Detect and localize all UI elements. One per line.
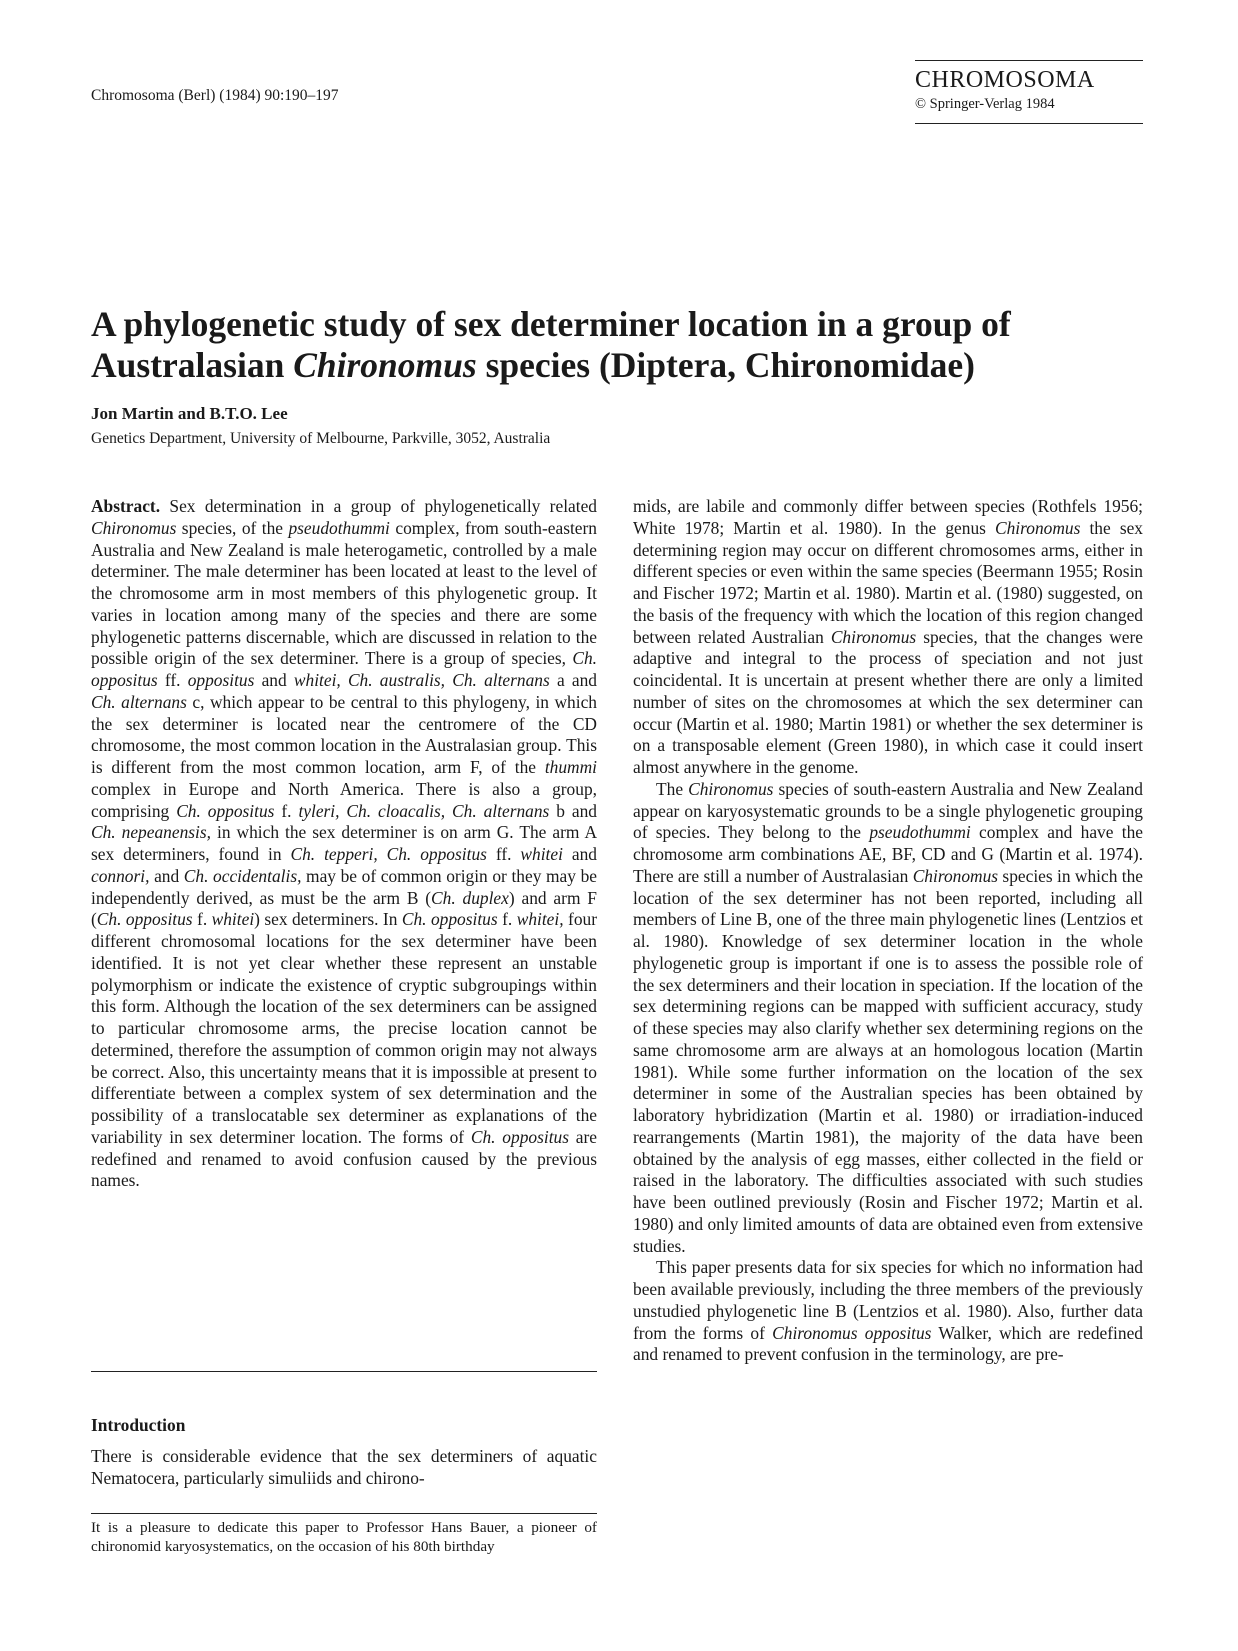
- introduction-opening: There is considerable evidence that the sex determiners of aquatic Nematocera, particularly simuliids and chirono-: [91, 1446, 597, 1488]
- text-run: Sex determination in a group of phylogenetically related: [160, 496, 597, 516]
- text-run: four different chromosomal locations for the sex determiner have been identified. It is not yet clear whether these represent an unstable polymorphism or indicate the existence of cryptic subgroupings within this form. Although the location of the sex determiners can be assigned to particular chromosome arms, the precise location cannot be determined, therefore the assumption of common origin may not always be correct. Also, this uncertainty means that it is impossible at present to differentiate between a complex system of sex determination and the possibility of a translocatable sex determiner as explanations of the variability in sex determiner location. The forms of: [91, 909, 598, 1147]
- text-run: f.: [192, 909, 212, 930]
- abstract: [91, 496, 597, 1192]
- italic-term: Ch. duplex: [431, 887, 509, 908]
- italic-term: thummi: [544, 757, 597, 777]
- italic-term: connori,: [91, 865, 150, 886]
- text-run: and: [149, 865, 184, 886]
- text-run: and: [254, 670, 294, 690]
- abstract-label: Abstract.: [91, 496, 161, 516]
- italic-term: tyleri, Ch. cloacalis, Ch. alternans: [298, 800, 550, 821]
- italic-term: Ch. oppositus: [470, 1126, 569, 1147]
- text-run: complex, from south-eastern Australia and New Zealand is male heterogametic, controlled by a male determiner. The male determiner has been located at least to the level of the chromosome arm in most members of this phylogenetic group. It varies in location among many of the species and there are some phylogenetic patterns discernable, which are discussed in relation to the possible origin of the sex determiner. There is a group of species,: [91, 517, 597, 669]
- text-run: may be of common origin or they may be independently derived, as must be the arm B (: [91, 865, 597, 908]
- journal-masthead: [915, 60, 1143, 124]
- text-run: species in which the location of the sex determiner has not been reported, including all members of Line B, one of the three main phylogenetic lines (Lentzios et al. 1980). Knowledge of sex determiner location in the whole phylogenetic group is important if one is to assess the possible role of the sex determiners and their location in speciation. If the location of the sex determining regions can be mapped with sufficient accuracy, study of these species may also clarify whether sex determining regions on the same chromosome arm are always at an homologous location (Martin 1981). While some further information on the location of the sex determiner in some of the Australian species has been obtained by laboratory hybridization (Martin et al. 1980) or irradiation-induced rearrangements (Martin 1981), the majority of the data have been obtained by the analysis of egg masses, either collected in the field or raised in the laboratory. The difficulties associated with such studies have been outlined previously (Rosin and Fischer 1972; Martin et al. 1980) and only limited amounts of data are obtained even from extensive studies.: [633, 865, 1143, 1256]
- italic-term: Ch. oppositus: [401, 909, 498, 930]
- introduction-paragraph-2: [633, 779, 1143, 1258]
- text-run: a and: [549, 670, 598, 690]
- text-run: ff.: [157, 670, 188, 690]
- italic-term: Ch. oppositus: [176, 800, 275, 821]
- text-run: f.: [497, 909, 517, 930]
- text-run: species, that the changes were adaptive and integral to the process of speciation and not just coincidental. It is uncertain at present whether there are only a limited number of sites on the chromosomes at which the sex determiner can occur (Martin et al. 1980; Martin 1981) or whether the sex determiner is on a transposable element (Green 1980), in which case it could insert almost anywhere in the genome.: [633, 626, 1143, 777]
- italic-term: whitei,: [516, 909, 564, 930]
- text-run: f.: [274, 800, 299, 821]
- italic-term: whitei, Ch. australis, Ch. alternans: [293, 670, 550, 690]
- text-run: ) and arm F (: [91, 887, 597, 930]
- italic-term: Chironomus: [830, 626, 917, 647]
- introduction-paragraph-1: [633, 496, 1143, 779]
- text-run: are redefined and renamed to avoid confusion caused by the previous names.: [91, 1126, 598, 1191]
- text-run: ff.: [486, 844, 521, 864]
- author-affiliation: Genetics Department, University of Melbourne, Parkville, 3052, Australia: [91, 430, 551, 447]
- text-run: the sex determining region may occur on different chromosomes arms, either in different species or even within the same species (Beermann 1955; Rosin and Fischer 1972; Martin et al. 1980). Martin et al. (1980) suggested, on the basis of the frequency with which the location of this region changed between related Australian: [633, 517, 1144, 647]
- italic-term: Ch. alternans: [91, 691, 187, 712]
- copyright-notice: © Springer-Verlag 1984: [915, 96, 1055, 112]
- text-run: in which the sex determiner is on arm G. The arm A sex determiners, found in: [91, 822, 597, 864]
- section-heading-introduction: Introduction: [91, 1415, 186, 1435]
- italic-term: Ch. tepperi, Ch. oppositus: [290, 844, 487, 864]
- italic-term: oppositus: [187, 670, 255, 690]
- text-run: This paper presents data for six species for which no information had been available previously, including the three members of the previously unstudied phylogenetic line B (Lentzios et al. 1980). Also, further data from the forms of: [633, 1257, 1143, 1343]
- text-run: Walker, which are redefined and renamed to prevent confusion in the terminology, are pre-: [633, 1322, 1143, 1365]
- italic-term: Chironomus: [912, 865, 999, 886]
- journal-name: CHROMOSOMA: [915, 67, 1095, 93]
- italic-term: Ch. oppositus: [96, 909, 193, 930]
- italic-term: Chironomus oppositus: [772, 1322, 932, 1343]
- text-run: ) sex determiners. In: [254, 909, 402, 930]
- text-run: complex and have the chromosome arm combinations AE, BF, CD and G (Martin et al. 1974). There are still a number of Australasian: [633, 822, 1143, 886]
- text-run: species, of the: [176, 517, 289, 538]
- text-run: b and: [549, 800, 597, 821]
- text-run: The: [656, 778, 689, 799]
- italic-term: Ch. oppositus: [91, 648, 597, 690]
- italic-term: Ch. occidentalis,: [183, 865, 302, 886]
- italic-term: pseudothummi: [288, 517, 390, 538]
- abstract-body: [91, 496, 597, 1190]
- footnote-divider: [91, 1513, 597, 1514]
- italic-term: pseudothummi: [869, 822, 971, 843]
- text-run: species of south-eastern Australia and New Zealand appear on karyosystematic grounds to be a single phylogenetic grouping of species. They belong to the: [633, 778, 1143, 843]
- italic-term: whitei: [211, 909, 255, 930]
- italic-term: Chironomus: [995, 517, 1081, 538]
- article-title: [91, 304, 1151, 386]
- title-text: A phylogenetic study of sex determiner location in a group of Australasian: [91, 304, 1011, 385]
- introduction-paragraph-3: [633, 1257, 1143, 1366]
- left-column: [91, 496, 597, 1192]
- text-run: c, which appear to be central to this phylogeny, in which the sex determiner is located near the centromere of the CD chromosome, the most common location in the Australasian group. This is different from the most common location, arm F, of the: [91, 691, 597, 777]
- abstract-divider: [91, 1371, 597, 1372]
- title-text-end: species (Diptera, Chironomidae): [476, 345, 975, 385]
- italic-term: Chironomus: [91, 517, 177, 538]
- text-run: mids, are labile and commonly differ between species (Rothfels 1956; White 1978; Martin et al. 1980). In the genus: [633, 496, 1143, 538]
- article-authors: Jon Martin and B.T.O. Lee: [91, 404, 288, 423]
- italic-term: Ch. nepeanensis,: [91, 822, 211, 843]
- journal-citation: Chromosoma (Berl) (1984) 90:190–197: [91, 87, 339, 104]
- italic-term: Chironomus: [688, 778, 774, 799]
- dedication-footnote: It is a pleasure to dedicate this paper to Professor Hans Bauer, a pioneer of chironomid karyosystematics, on the occasion of his 80th birthday: [91, 1519, 597, 1555]
- right-column: [633, 496, 1143, 1366]
- text-run: complex in Europe and North America. There is also a group, comprising: [91, 778, 597, 821]
- title-genus: Chironomus: [293, 345, 477, 385]
- text-run: and: [562, 844, 597, 864]
- italic-term: whitei: [520, 844, 563, 864]
